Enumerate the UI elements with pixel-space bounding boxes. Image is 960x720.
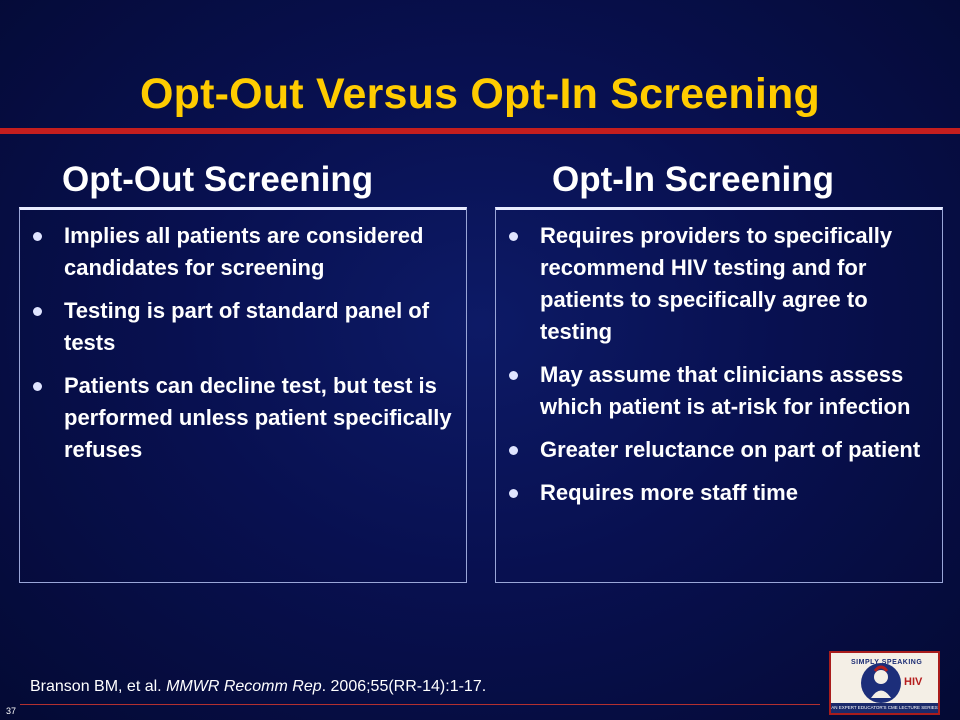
bullet-icon: [33, 232, 42, 241]
bullet-text: Greater reluctance on part of patient: [540, 437, 921, 462]
citation: [30, 678, 486, 696]
bullet-item: [496, 220, 928, 348]
bullet-icon: [509, 446, 518, 455]
bullet-item: [496, 359, 928, 423]
bullet-text: Requires more staff time: [540, 480, 798, 505]
bullet-text: Testing is part of standard panel of tests: [64, 298, 430, 355]
bullet-item: [20, 370, 452, 466]
opt-in-bullet-list: [496, 210, 942, 509]
bullet-item: [20, 220, 452, 284]
bullet-item: [20, 295, 452, 359]
logo-hiv-text: HIV: [904, 676, 923, 688]
opt-out-bullet-list: [20, 210, 466, 466]
bullet-icon: [509, 489, 518, 498]
citation-journal: MMWR Recomm Rep: [166, 678, 322, 695]
opt-in-box: [495, 207, 943, 583]
bullet-icon: [509, 371, 518, 380]
title-rule: [0, 128, 960, 134]
bullet-text: Patients can decline test, but test is performed unless patient specifically refuses: [64, 373, 452, 462]
citation-authors: Branson BM, et al.: [30, 678, 167, 695]
bullet-icon: [33, 382, 42, 391]
slide-number: 37: [6, 706, 17, 716]
bullet-item: [496, 477, 928, 509]
bullet-text: Requires providers to specifically recommend HIV testing and for patients to specifically agree to testing: [540, 223, 893, 344]
logo-top-text: SIMPLY SPEAKING: [851, 659, 923, 666]
bullet-text: Implies all patients are considered candidates for screening: [64, 223, 424, 280]
footer-rule: [20, 704, 820, 705]
opt-in-heading: Opt-In Screening: [552, 160, 834, 199]
logo-strip: AN EXPERT EDUCATOR'S CME LECTURE SERIES: [831, 703, 938, 713]
citation-details: . 2006;55(RR-14):1-17.: [321, 678, 487, 695]
opt-out-heading: Opt-Out Screening: [62, 160, 374, 199]
bullet-icon: [509, 232, 518, 241]
bullet-text: May assume that clinicians assess which patient is at-risk for infection: [540, 362, 911, 419]
bullet-item: [496, 434, 928, 466]
opt-out-box: [19, 207, 467, 583]
simply-speaking-hiv-logo: [829, 651, 940, 715]
slide-title: Opt-Out Versus Opt-In Screening: [140, 70, 820, 118]
bullet-icon: [33, 307, 42, 316]
